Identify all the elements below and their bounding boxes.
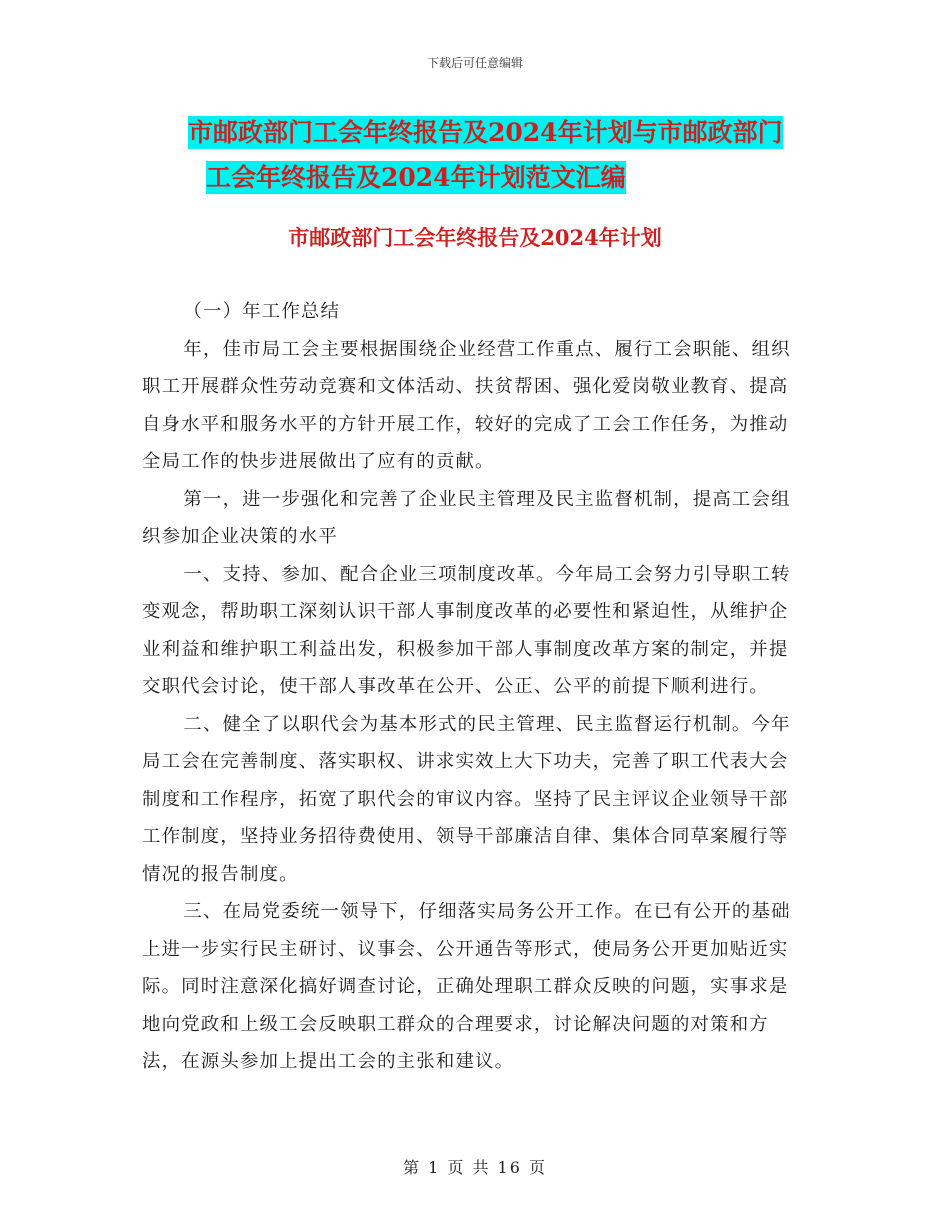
paragraph: 年，佳市局工会主要根据围绕企业经营工作重点、履行工会职能、组织职工开展群众性劳动竞赛和文体活动、扶贫帮困、强化爱岗敬业教育、提高自身水平和服务水平的方针开展工作，较好的完成了工会工作任务，为推动全局工作的快步进展做出了应有的贡献。: [142, 338, 791, 472]
paragraph: 第一，进一步强化和完善了企业民主管理及民主监督机制，提高工会组织参加企业决策的水平: [142, 488, 791, 547]
main-title: [150, 110, 830, 200]
main-title-line-1-text: 市邮政部门工会年终报告及2024年计划与市邮政部门: [188, 118, 783, 147]
header-note: 下载后可任意编辑: [426, 56, 523, 70]
paragraph: 一、支持、参加、配合企业三项制度改革。今年局工会努力引导职工转变观念，帮助职工深刻认识干部人事制度改革的必要性和紧迫性，从维护企业利益和维护职工利益出发，积极参加干部人事制度改革方案的制定，并提交职代会讨论，使干部人事改革在公开、公正、公平的前提下顺利进行。: [142, 563, 791, 697]
section-title: 市邮政部门工会年终报告及2024年计划: [288, 225, 662, 250]
paragraph: 三、在局党委统一领导下，仔细落实局务公开工作。在已有公开的基础上进一步实行民主研讨、议事会、公开通告等形式，使局务公开更加贴近实际。同时注意深化搞好调查讨论，正确处理职工群众反映的问题，实事求是地向党政和上级工会反映职工群众的合理要求，讨论解决问题的对策和方法，在源头参加上提出工会的主张和建议。: [142, 901, 791, 1072]
main-title-line-2: [150, 155, 830, 200]
main-title-line-2-text: 工会年终报告及2024年计划范文汇编: [206, 163, 626, 192]
main-title-line-1: [150, 110, 830, 155]
page-number-footer: 第 1 页 共 16 页: [403, 1158, 547, 1177]
paragraph-heading: （一）年工作总结: [183, 301, 341, 322]
paragraph: 二、健全了以职代会为基本形式的民主管理、民主监督运行机制。今年局工会在完善制度、落实职权、讲求实效上大下功夫，完善了职工代表大会制度和工作程序，拓宽了职代会的审议内容。坚持了民主评议企业领导干部工作制度，坚持业务招待费使用、领导干部廉洁自律、集体合同草案履行等情况的报告制度。: [142, 713, 791, 885]
body-text: [142, 293, 808, 1081]
